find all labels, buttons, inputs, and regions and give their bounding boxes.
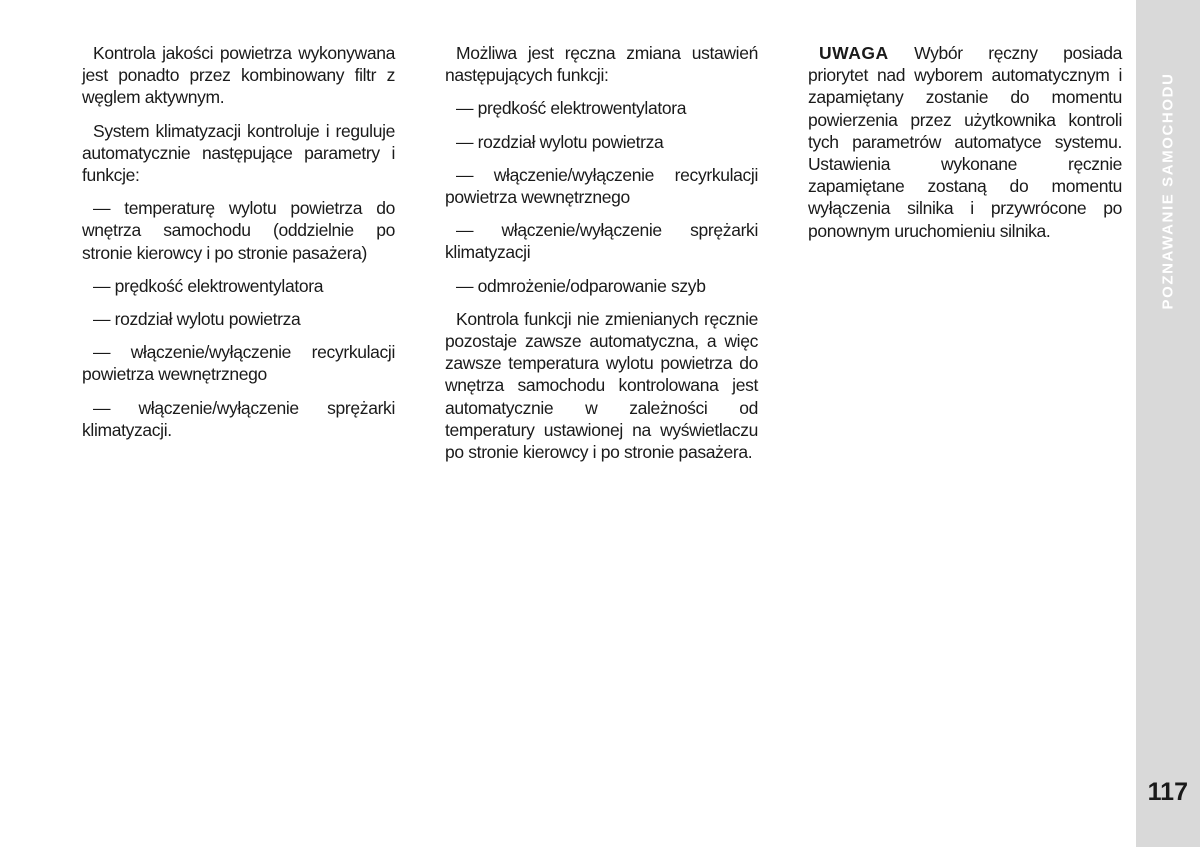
list-item: — rozdział wylotu powietrza xyxy=(456,131,664,152)
paragraph: Kontrola jakości powietrza wykonywana jest ponadto przez kombinowany filtr z węglem aktywnym. xyxy=(82,43,395,108)
list-item: — temperaturę wylotu powietrza do wnętrza samochodu (oddzielnie po stronie kierowcy i po stronie pasażera) xyxy=(82,198,395,263)
list-item: — włączenie/wyłączenie sprężarki klimatyzacji. xyxy=(82,397,395,440)
text-column-right xyxy=(808,42,1122,253)
paragraph: Kontrola funkcji nie zmienianych ręcznie pozostaje zawsze automatyczna, a więc zawsze temperatura wylotu powietrza do wnętrza samochodu kontrolowana jest automatycznie w zależności od temperatury ustawionej na wyświetlaczu po stronie kierowcy i po stronie pasażera. xyxy=(445,308,758,463)
list-item: — prędkość elektrowentylatora xyxy=(93,275,324,296)
text-column-middle xyxy=(445,42,758,474)
warning-text: Wybór ręczny posiada priorytet nad wyborem automatycznym i zapamiętany zostanie do momentu powierzenia przez użytkownika kontroli tych parametrów automatyce systemu. Ustawienia wykonane ręcznie zapamiętane zostaną do momentu wyłączenia silnika i przywrócone po ponownym uruchomieniu silnika. xyxy=(808,43,1123,241)
paragraph: System klimatyzacji kontroluje i reguluje automatycznie następujące parametry i funkcje: xyxy=(82,120,395,186)
list-item: — rozdział wylotu powietrza xyxy=(93,309,301,330)
list-item: — włączenie/wyłączenie recyrkulacji powietrza wewnętrznego xyxy=(82,342,395,385)
paragraph: Możliwa jest ręczna zmiana ustawień następujących funkcji: xyxy=(445,43,758,86)
section-title: POZNAWANIE SAMOCHODU xyxy=(1159,72,1177,310)
list-item: — prędkość elektrowentylatora xyxy=(456,98,687,119)
warning-label: UWAGA xyxy=(819,43,889,63)
list-item: — odmrożenie/odparowanie szyb xyxy=(456,275,706,296)
page-number: 117 xyxy=(1147,778,1188,806)
warning-note xyxy=(808,42,1122,242)
section-sidebar xyxy=(1136,0,1200,847)
list-item: — włączenie/wyłączenie recyrkulacji powietrza wewnętrznego xyxy=(445,164,758,208)
list-item: — włączenie/wyłączenie sprężarki klimatyzacji xyxy=(445,220,758,263)
text-column-left xyxy=(82,42,395,452)
